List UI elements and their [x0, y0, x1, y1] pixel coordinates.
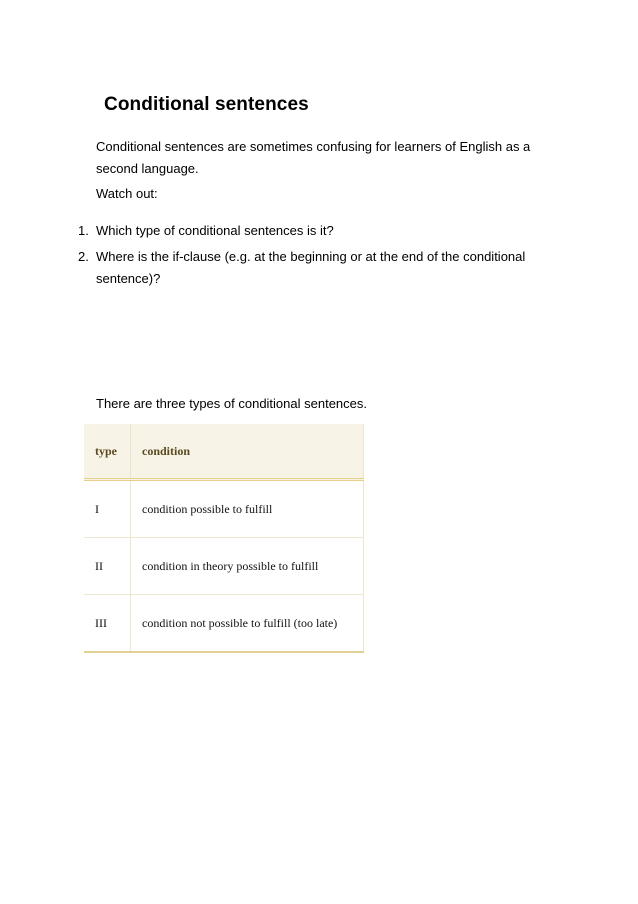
table-body	[84, 480, 364, 653]
column-header-condition: condition	[131, 424, 364, 480]
table-header	[84, 424, 364, 480]
table-row	[84, 595, 364, 653]
column-header-type: type	[84, 424, 131, 480]
type-cell: I	[84, 480, 131, 538]
types-intro-paragraph: There are three types of conditional sentences.	[96, 396, 367, 411]
question-list	[78, 220, 538, 294]
conditional-types-table	[84, 424, 364, 653]
page-title: Conditional sentences	[104, 94, 309, 115]
type-cell: II	[84, 538, 131, 595]
list-item	[78, 220, 538, 242]
conditional-types-table-wrapper	[84, 424, 364, 653]
intro-paragraph: Conditional sentences are sometimes confusing for learners of English as a second language.	[96, 139, 531, 176]
list-item-number: 2.	[78, 249, 89, 264]
watch-out-label: Watch out:	[96, 186, 158, 201]
list-item-number: 1.	[78, 223, 89, 238]
table-header-row	[84, 424, 364, 480]
type-cell: III	[84, 595, 131, 653]
list-item-text: Where is the if-clause (e.g. at the beginning or at the end of the conditional sentence)?	[96, 249, 526, 286]
list-item	[78, 246, 538, 290]
table-row	[84, 538, 364, 595]
condition-cell: condition not possible to fulfill (too late)	[131, 595, 364, 653]
table-row	[84, 480, 364, 538]
condition-cell: condition in theory possible to fulfill	[131, 538, 364, 595]
condition-cell: condition possible to fulfill	[131, 480, 364, 538]
list-item-text: Which type of conditional sentences is it?	[96, 223, 334, 238]
